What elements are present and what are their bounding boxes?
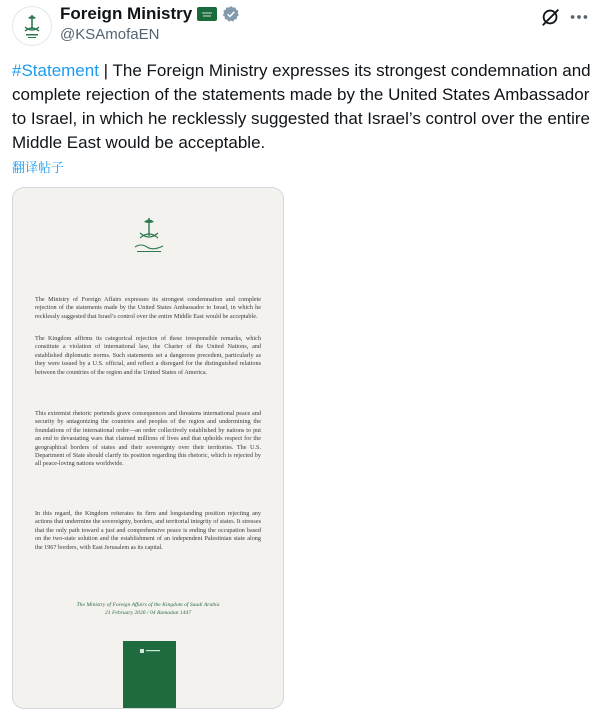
letter-paragraph-1: The Ministry of Foreign Affairs expresses its strongest condemnation and complete rejection of the statements made by the United States Ambassador to Israel, in which he recklessly suggested that Israel’s control over the entire Middle East would be acceptable. [35, 296, 261, 320]
letter-paragraph-4: In this regard, the Kingdom reiterates its firm and longstanding position rejecting any actions that undermine the sovereignty, borders, and territorial integrity of states. It stresses that the only path toward a just and comprehensive peace is ending the occupation based on the two-state solution and the establishment of an independent Palestinian state along the 1967 borders, with East Jerusalem as its capital. [35, 510, 261, 551]
signature-line-2: 21 February 2026 / 04 Ramadan 1447 [104, 610, 192, 616]
footer-contact-block [125, 649, 174, 654]
letter-paragraph-3: This extremist rhetoric portends grave consequences and threatens international peace and security by antagonizing the countries and peoples of the region and undermining the foundations of the international order—an order collectively established by nations to put an end to devastating wars that claimed millions of lives and that upholds respect for the geographical borders of states and their sovereignty over their territories. The U.S. Department of State should clarify its position regarding this rhetoric, which is rejected by all peace-loving nations worldwide. [35, 410, 261, 468]
more-icon[interactable] [568, 6, 590, 28]
signature-line-1: The Ministry of Foreign Affairs of the Kingdom of Saudi Arabia [76, 602, 220, 608]
footer-green-bar [123, 641, 176, 708]
tweet-text [12, 59, 592, 155]
grok-icon[interactable] [540, 6, 562, 28]
display-name[interactable]: Foreign Ministry [60, 4, 193, 23]
translate-post-link[interactable]: 翻译帖子 [12, 160, 65, 175]
handle[interactable]: @KSAmofaEN [60, 26, 160, 43]
ministry-crest-icon [131, 216, 167, 256]
statement-letter [13, 188, 283, 708]
tweet-body: | The Foreign Ministry expresses its strongest condemnation and complete rejection of the statements made by the United States Ambassador to Israel, in which he recklessly suggested that Israel’s control over the entire Middle East would be acceptable. [12, 61, 591, 152]
saudi-flag-icon [197, 7, 217, 21]
letter-paragraph-2: The Kingdom affirms its categorical rejection of these irresponsible remarks, which constitute a violation of international law, the Charter of the United Nations, and established diplomatic norms. Such statements set a dangerous precedent, particularly as they were issued by a U.S. official, and reflect a disregard for the distinguished relations between the countries of the region and the United States of America. [35, 335, 261, 376]
attached-image[interactable] [12, 187, 284, 709]
verified-badge-icon [222, 5, 240, 23]
name-row [60, 4, 240, 24]
avatar[interactable] [12, 6, 52, 46]
tweet-header [0, 0, 600, 56]
ministry-emblem-icon [17, 11, 47, 41]
hashtag-link[interactable]: #Statement [12, 61, 99, 80]
